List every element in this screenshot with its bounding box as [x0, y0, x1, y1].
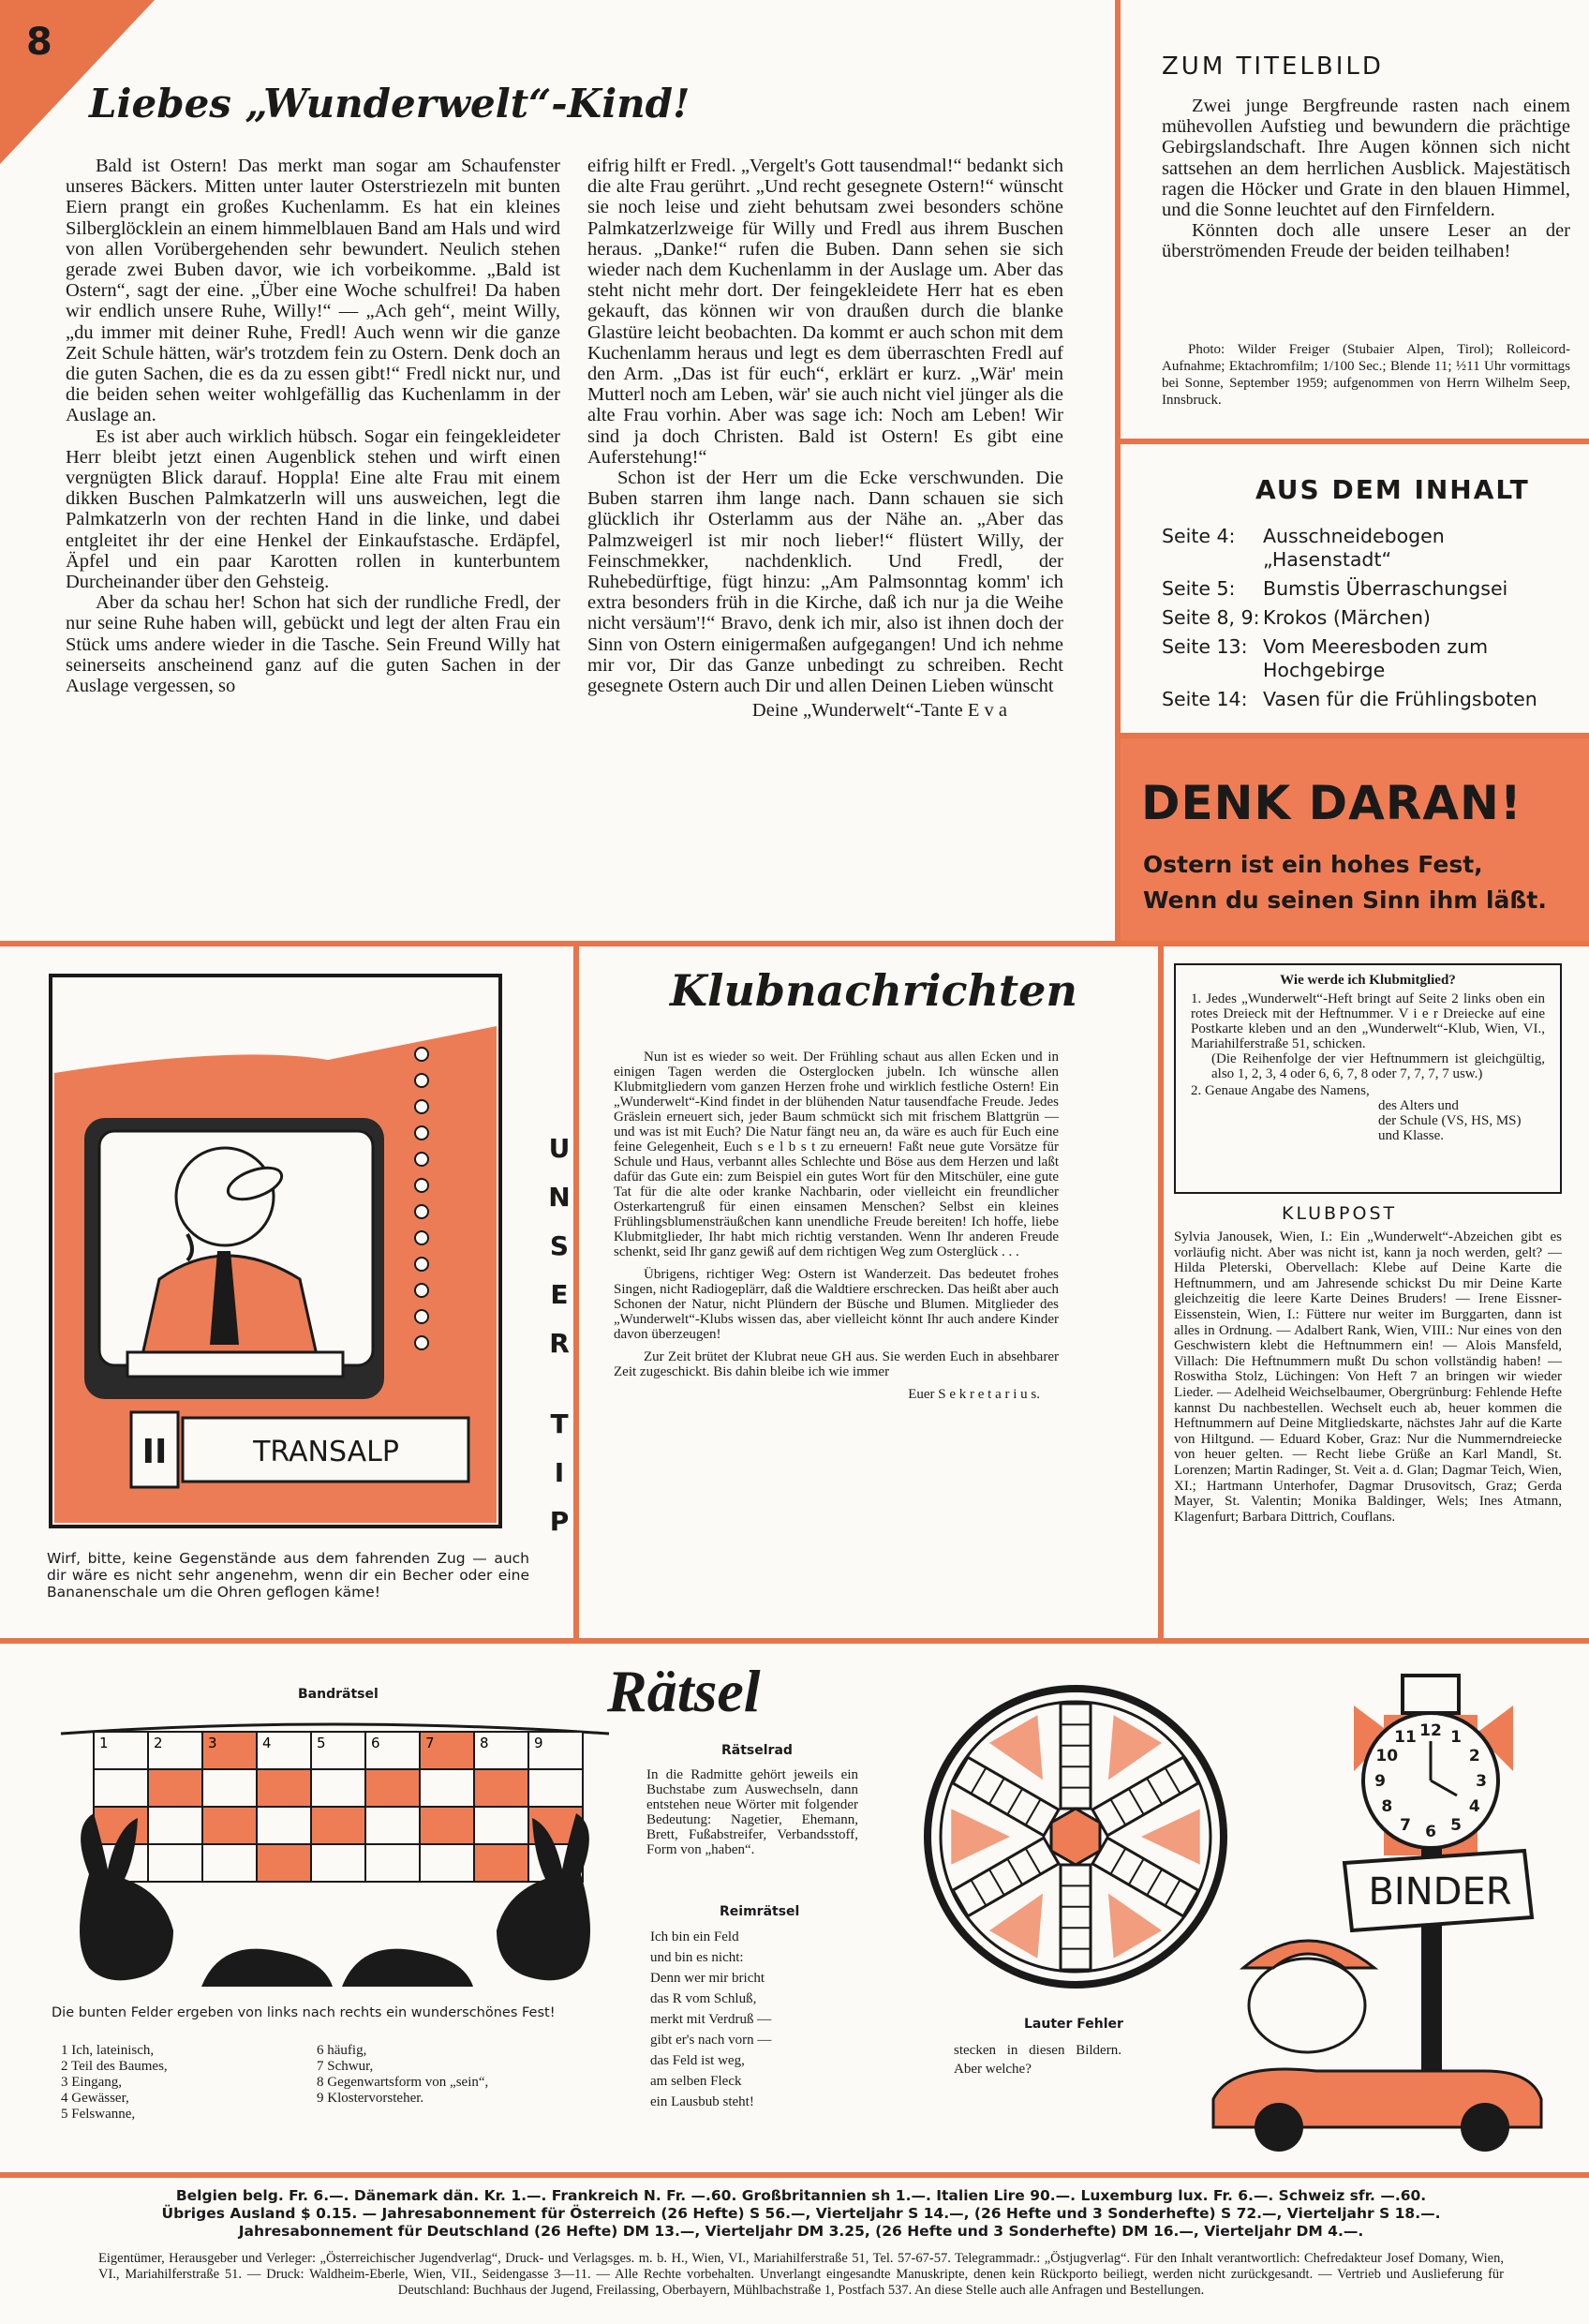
denk-daran-box	[1121, 738, 1589, 941]
wheel-segment	[989, 1715, 1043, 1780]
fehler-heading: Lauter Fehler	[1024, 2017, 1123, 2032]
clock-digit: 5	[1450, 1815, 1462, 1835]
letter-paragraph: eifrig hilft er Fredl. „Vergelt's Gott tausendmal!“ bedankt sich die alte Frau gerührt. „Und recht gesegnete Ostern!“ wünscht sie noch leise und zieht behutsam zwei besonders schöne Palmkatzerlzweige für Willy und Fredl aus ihrem Buschen heraus. „Danke!“ rufen die Buben. Dann sehen sie sich wieder nach dem Kuchenlamm in der Auslage um. Aber das steht nicht mehr dort. Der feingekleidete Herr hat es eben gekauft, das können wir von draußen durch die blanke Glastüre leicht beobachten. Da kommt er auch schon mit dem Kuchenlamm heraus und legt es dem überraschten Fredl auf den Arm. „Das ist für euch“, erklärt er kurz. „Wär' mein Mutterl noch am Leben, wär' sie auch nicht viel jünger als die alte Frau vorhin. Aber was sage ich: Noch am Leben! Wir sind ja doch Christen. Bald ist Ostern! Es gibt eine Auferstehung!“	[587, 156, 1063, 468]
grid-cell	[311, 1844, 365, 1882]
inhalt-item: Seite 4: Ausschneidebogen „Hasenstadt“	[1162, 525, 1445, 571]
wheel-segment	[989, 1894, 1043, 1959]
grid-number: 3	[208, 1735, 217, 1751]
grid-number: 7	[425, 1735, 435, 1751]
grid-cell	[420, 1844, 474, 1882]
letter-title: Liebes „Wunderwelt“-Kind!	[89, 81, 691, 127]
clock-digit: 4	[1468, 1797, 1480, 1816]
titelbild-body	[1162, 96, 1570, 262]
train-sign-text: TRANSALP	[253, 1436, 399, 1468]
divider-vertical-mid-1	[573, 946, 579, 1642]
grid-cell	[420, 1807, 474, 1844]
footer-price-line: Übriges Ausland $ 0.15. — Jahresabonnement für Österreich (26 Hefte) S 56.—, Vierteljahr S 14.—, (26 Hefte und 3 Sonderhefte) S 72.—, Vierteljahr S 18.—.	[161, 2205, 1441, 2222]
clock-digit: 6	[1425, 1823, 1436, 1841]
grid-number: 9	[534, 1735, 543, 1751]
clock-digit: 2	[1468, 1747, 1480, 1765]
bandraetsel-grid	[52, 1706, 618, 1996]
letter-column-2	[587, 156, 1063, 721]
letter-paragraph: Aber da schau her! Schon hat sich der rundliche Fredl, der nur seine Ruhe haben will, gebückt und legt der alten Frau ein Stück ums andere wieder in die Tasche. Sein Freund Willy hat seinerseits anscheinend ganz auf die guten Sachen in der Auslage vergessen, so	[66, 592, 560, 697]
grid-number: 6	[371, 1735, 380, 1751]
clock-digit: 3	[1476, 1772, 1487, 1791]
footer-prices	[98, 2187, 1504, 2241]
mitglied-item-2b: des Alters und	[1378, 1098, 1459, 1113]
denk-heading: DENK DARAN!	[1141, 776, 1522, 830]
grid-cell	[148, 1844, 202, 1882]
grid-cell	[474, 1807, 528, 1844]
footer-price-line: Belgien belg. Fr. 6.—. Dänemark dän. Kr. 1.—. Frankreich N. Fr. —.60. Großbritannien sh 1.—. Italien Lire 90.—. Luxemburg lux. Fr. 6.—. Schweiz sfr. —.60.	[175, 2187, 1427, 2204]
inhalt-item: Seite 8, 9: Krokos (Märchen)	[1162, 606, 1431, 629]
wheel-segment	[951, 1809, 1010, 1864]
unser-tip-vertical: U N S E R T I P	[548, 1133, 571, 1537]
bandraetsel-hint: Die bunten Felder ergeben von links nach rechts ein wunderschönes Fest!	[52, 2005, 556, 2020]
clock-digit: 7	[1400, 1815, 1411, 1835]
grid-cell	[365, 1769, 420, 1807]
wheel-spoke	[1061, 1704, 1091, 1809]
klub-heading: Klubnachrichten	[670, 965, 1077, 1016]
grid-cell	[148, 1807, 202, 1844]
grid-number: 2	[154, 1735, 163, 1751]
denk-line-2: Wenn du seinen Sinn ihm läßt.	[1143, 886, 1547, 914]
klub-body	[614, 1050, 1059, 1402]
grid-cell	[311, 1769, 365, 1807]
grid-cell	[202, 1807, 257, 1844]
grid-cell	[311, 1807, 365, 1844]
titelbild-text: Könnten doch alle unsere Leser an der überströmenden Freude der beiden teilhaben!	[1162, 220, 1570, 262]
grid-cell	[528, 1769, 583, 1807]
fehler-text-2: Aber welche?	[954, 2062, 1032, 2077]
footer-price-line: Jahresabonnement für Deutschland (26 Hefte) DM 13.—, Vierteljahr DM 3.25, (26 Hefte und 3 Sonderhefte) DM 16.—, Vierteljahr DM 4.—.	[238, 2223, 1364, 2240]
letter-paragraph: Es ist aber auch wirklich hübsch. Sogar ein feingekleideter Herr bleibt jetzt einen Augenblick stehen und wirft einen vergnügten Blick darauf. Hoppla! Eine alte Frau mit einem dikken Buschen Palmkatzerln will uns ausweichen, legt die Palmkatzerln von der rechten Hand in die linke, und dabei entgleitet ihr der eine Henkel der Einkaufstasche. Erdäpfel, Äpfel und ein paar Karotten rollen in kunterbuntem Durcheinander über den Gehsteig.	[66, 425, 560, 593]
clock-digit: 11	[1394, 1728, 1417, 1748]
inhalt-heading: AUS DEM INHALT	[1255, 474, 1530, 505]
raetselrad-text: In die Radmitte gehört jeweils ein Buchstabe zum Auswechseln, dann entstehen neue Wörter mit folgender Bedeutung: Nagetier, Ehemann, Brett, Fußabstreifer, Verbandsstoff, Form von „haben“.	[646, 1767, 858, 1857]
grid-cell	[365, 1807, 420, 1844]
inhalt-item: Seite 5: Bumstis Überraschungsei	[1162, 577, 1508, 600]
fehler-text-1: stecken in diesen Bildern.	[954, 2043, 1121, 2058]
klub-signature: Euer S e k r e t a r i u s.	[908, 1387, 1040, 1402]
binder-sign-text: BINDER	[1368, 1870, 1512, 1914]
wheel-spoke	[1061, 1865, 1091, 1970]
grid-cell	[94, 1769, 148, 1807]
grid-cell	[148, 1769, 202, 1807]
raetsel-heading: Rätsel	[607, 1658, 761, 1724]
inhalt-item: Seite 14: Vasen für die Frühlingsboten	[1162, 688, 1537, 710]
divider-horizontal-mid	[0, 941, 1589, 946]
clock-digit: 8	[1381, 1797, 1393, 1816]
grid-number: 8	[480, 1735, 489, 1751]
grid-cell	[257, 1769, 311, 1807]
mitglied-item-1b: (Die Reihenfolge der vier Heftnummern ist gleichgültig, also 1, 2, 3, 4 oder 6, 6, 7, 8 oder 7, 7, 7, 7 usw.)	[1211, 1051, 1545, 1081]
clock-digit: 1	[1450, 1728, 1462, 1748]
grid-number: 1	[99, 1735, 109, 1751]
inhalt-item: Seite 13: Vom Meeresboden zum Hochgebirge	[1162, 635, 1489, 681]
grid-number: 4	[262, 1735, 272, 1751]
page-number: 8	[26, 21, 52, 64]
mitglied-item-1: 1. Jedes „Wunderwelt“-Heft bringt auf Seite 2 links oben ein rotes Dreieck mit der Heftnummer. V i e r Dreiecke auf eine Postkarte kleben und an den „Wunderwelt“-Klub, Wien, VI., Mariahilferstraße 51, schicken.	[1191, 991, 1545, 1051]
mitglied-item-2d: und Klasse.	[1378, 1128, 1444, 1143]
binder-clock-illustration	[1176, 1659, 1569, 2165]
tip-caption: Wirf, bitte, keine Gegenstände aus dem fahrenden Zug — auch dir wäre es nicht sehr angenehm, wenn dir ein Becher oder eine Bananenschale um die Ohren geflogen käme!	[47, 1550, 529, 1601]
letter-paragraph: Bald ist Ostern! Das merkt man sogar am Schaufenster unseres Bäckers. Mitten unter lauter Osterstriezeln mit bunten Eiern prangt ein großes Kuchenlamm. Es hat ein kleines Silberglöcklein an einem himmelblauen Band am Hals und wird von allen Vorübergehenden sehr bewundert. Neulich stehen gerade zwei Buben davor, wie ich vorbeikomme. „Bald ist Ostern“, sagt der eine. „Über eine Woche schulfrei! Da haben wir endlich unsere Ruhe, Willy!“ — „Ach geh“, meint Willy, „du immer mit deiner Ruhe, Fredl! Auch wenn wir die ganze Zeit Schule hätten, wär's trotzdem fein zu Ostern. Denk doch an die guten Sachen, die es da zu essen gibt!“ Fredl nickt nur, und die beiden sehen weiter wohlgefällig das Kuchenlamm in der Auslage an.	[66, 156, 560, 426]
clock-digit: 12	[1419, 1721, 1442, 1740]
mitglied-box	[1174, 963, 1562, 1194]
letter-column-1	[66, 156, 560, 696]
mitglied-heading: Wie werde ich Klubmitglied?	[1280, 973, 1456, 988]
train-sign-number: II	[141, 1433, 168, 1471]
wheel-segment	[1108, 1894, 1162, 1959]
grid-cell	[257, 1807, 311, 1844]
inhalt-list	[1162, 525, 1574, 711]
reimraetsel-lines: Ich bin ein Feld und bin es nicht: Denn wer mir bricht das R vom Schluß, merkt mit Verdruß — gibt er's nach vorn — das Feld ist weg, am selben Fleck ein Lausbub steht!	[650, 1929, 772, 2109]
denk-line-1: Ostern ist ein hohes Fest,	[1143, 851, 1483, 878]
clock-digit: 10	[1375, 1747, 1399, 1765]
divider-horizontal-lower	[0, 1638, 1589, 1644]
grid-cell	[202, 1844, 257, 1882]
grid-cell	[202, 1769, 257, 1807]
mitglied-item-2c: der Schule (VS, HS, MS)	[1378, 1113, 1522, 1128]
grid-cell	[474, 1844, 528, 1882]
grid-number: 5	[317, 1735, 326, 1751]
titelbild-photo-credit: Photo: Wilder Freiger (Stubaier Alpen, Tirol); Rolleicord-Aufnahme; Ektachromfilm; 1/100 Sec.; Blende 11; ½11 Uhr vormittags bei Sonne, September 1959; aufgenommen von Herrn Wilhelm Seep, Innsbruck.	[1162, 342, 1570, 408]
grid-cell	[257, 1844, 311, 1882]
grid-cell	[365, 1844, 420, 1882]
divider-vertical-mid-2	[1158, 946, 1164, 1642]
clock-digit: 9	[1374, 1772, 1386, 1791]
wheel-segment	[1108, 1715, 1162, 1780]
klub-paragraph: Zur Zeit brütet der Klubrat neue GH aus. Sie werden Euch in absehbarer Zeit zugeschickt. Bis dahin bleibe ich wie immer	[614, 1349, 1059, 1379]
bandraetsel-clues-right: 6 häufig, 7 Schwur, 8 Gegenwartsform von „sein“, 9 Klostervorsteher.	[317, 2043, 489, 2106]
letter-paragraph: Schon ist der Herr um die Ecke verschwunden. Die Buben starren ihm lange nach. Dann schauen sie sich glücklich ihr Osterlamm aus der Nähe an. „Aber das Palmzweigerl ist mir noch lieber!“ flüstert Willy, der Feinschmekker, nachdenklich. Und Fredl, der Ruhebedürftige, fügt hinzu: „Am Palmsonntag komm' ich extra besonders früh in die Kirche, daß ich nur ja die Weihe nicht versäum'!“ Bravo, denk ich mir, also ist ihnen doch der Sinn von Ostern einigermaßen aufgegangen! Und ich nehme mir vor, Dir das Ganze unbedingt zu schreiben. Recht gesegnete Ostern auch Dir und allen Deinen Lieben wünscht	[587, 468, 1063, 697]
raetselrad-heading: Rätselrad	[721, 1743, 793, 1758]
klubpost-heading: KLUBPOST	[1282, 1203, 1398, 1224]
grid-cell	[474, 1769, 528, 1807]
titelbild-text: Zwei junge Bergfreunde rasten nach einem mühevollen Aufstieg und bewundern die prächtige Gebirgslandschaft. Ihre Augen können sich nicht sattsehen an dem herrlichen Ausblick. Majestätisch ragen die Höcker und Grate in den blauen Himmel, und die Sonne leuchtet auf den Firnfeldern.	[1162, 96, 1570, 221]
divider-horizontal-footer	[0, 2172, 1589, 2178]
divider-right-1	[1121, 439, 1589, 444]
footer-imprint: Eigentümer, Herausgeber und Verleger: „Österreichischer Jugendverlag“, Druck- und Verlagsges. m. b. H., Wien, VI., Mariahilferstraße 51, Tel. 57-67-57. Telegrammadr.: „Östjugverlag“. Für den Inhalt verantwortlich: Chefredakteur Josef Domany, Wien, VI., Mariahilferstraße 51. — Druck: Waldheim-Eberle, Wien, VII., Seidengasse 3—11. — Alle Rechte vorbehalten. Unverlangt eingesandte Manuskripte, denen kein Rückporto beiliegt, werden nicht zurückgesandt. — Vertrieb und Auslieferung für Deutschland: Buchhaus der Jugend, Freilassing, Oberbayern, Mühlbachstraße 1, Postfach 537. An diese Stelle auch alle Anfragen und Bestellungen.	[98, 2251, 1504, 2298]
bandraetsel-clues-left: 1 Ich, lateinisch, 2 Teil des Baumes, 3 Eingang, 4 Gewässer, 5 Felswanne,	[61, 2043, 168, 2122]
titelbild-heading: ZUM TITELBILD	[1162, 52, 1384, 81]
klub-paragraph: Nun ist es wieder so weit. Der Frühling schaut aus allen Ecken und in einigen Tagen werden die Osterglocken jubeln. Ich wünsche allen Klubmitgliedern vom ganzen Herzen frohe und wirklich festliche Ostern! Ein „Wunderwelt“-Kind findet in der blühenden Natur tausendfache Freude. Jedes Gräslein erneuert sich, jeder Baum schmückt sich mit frischem Blattgrün — und was ist mit Euch? Die Natur fängt neu an, da wäre es auch für Euch eine feine Gelegenheit, Euch s e l b s t zu erneuern! Faßt neue gute Vorsätze für Schule und Haus, verbannt alles Schlechte und Böse aus dem Herzen und laßt dafür das Gute ein: zum Beispiel ein gutes Wort für den Mitschüler, eine gute Tat für die alte oder kranke Nachbarin, oder vielleicht ein freundlicher Osterkartengruß für einen einsamen Menschen? Selbst ein kleines Frühlingsblumensträußchen kann unendliche Freude bereiten! Ich hoffe, liebe Klubmitglieder, Ihr habt mich richtig verstanden. Wenn Ihr anderen Freude schenkt, seid Ihr ganz gewiß auf dem richtigen Weg zum Osterglück . . .	[614, 1050, 1059, 1259]
klub-paragraph: Übrigens, richtiger Weg: Ostern ist Wanderzeit. Das bedeutet frohes Singen, nicht Radiogeplärr, daß die Waldtiere erschrecken. Das heißt aber auch Schonen der Natur, nicht Plündern der Büsche und Blumen. Mitglieder des „Wunderwelt“-Klubs wissen das, aber vielleicht könnt Ihr auch andere Kinder davon überzeugen!	[614, 1267, 1059, 1342]
mitglied-item-2: 2. Genaue Angabe des Namens,	[1191, 1083, 1370, 1098]
grid-cell	[420, 1769, 474, 1807]
klubpost-text: Sylvia Janousek, Wien, I.: Ein „Wunderwelt“-Abzeichen gibt es vorläufig nicht. Aber was nicht ist, kann ja noch werden, gelt? — Hilda Pleterski, Obervellach: Klebe auf Deine Karte die Heftnummern, und am Jahresende schickst Du mir Deine Karte gleichzeitig die leere Karte Deines Bruders! — Irene Eissner-Eissenstein, Wien, I.: Füttere nur weiter im Burggarten, dann ist alles in Ordnung. — Adalbert Rank, Wien, VIII.: Nur eines von den Geschwistern klebt die Heftnummern ein! — Alois Mansfeld, Villach: Die Heftnummern mußt Du schon vollständig haben! — Roswitha Stolz, Lüchingen: Von Heft 7 an bringen wir wieder Lieder. — Adelheid Weichselbaumer, Obergrünburg: Fehlende Hefte kannst Du nachbestellen. Wechselt euch ab, heuer kommen die Heftnummern auf Deine Mitgliedskarte, nächstes Jahr auf die Karte von Hiltgund. — Eduard Kober, Graz: Nur die Nummerndreiecke von heuer gelten. — Recht liebe Grüße an Karl Mandl, St. Lorenzen; Martin Radinger, St. Veit a. d. Glan; Dagmar Teich, Wien, XI.; Hartmann Unterhofer, Dagmar Drusovitsch, Graz; Gerda Mayer, St. Valentin; Monika Baldinger, Wels; Ines Atmann, Klagenfurt; Barbara Dittrich, Couflans.	[1174, 1229, 1562, 1525]
bandraetsel-heading: Bandrätsel	[298, 1687, 379, 1702]
reimraetsel-heading: Reimrätsel	[720, 1904, 800, 1919]
train-illustration	[47, 970, 506, 1532]
letter-signature: Deine „Wunderwelt“-Tante E v a	[751, 700, 1007, 722]
